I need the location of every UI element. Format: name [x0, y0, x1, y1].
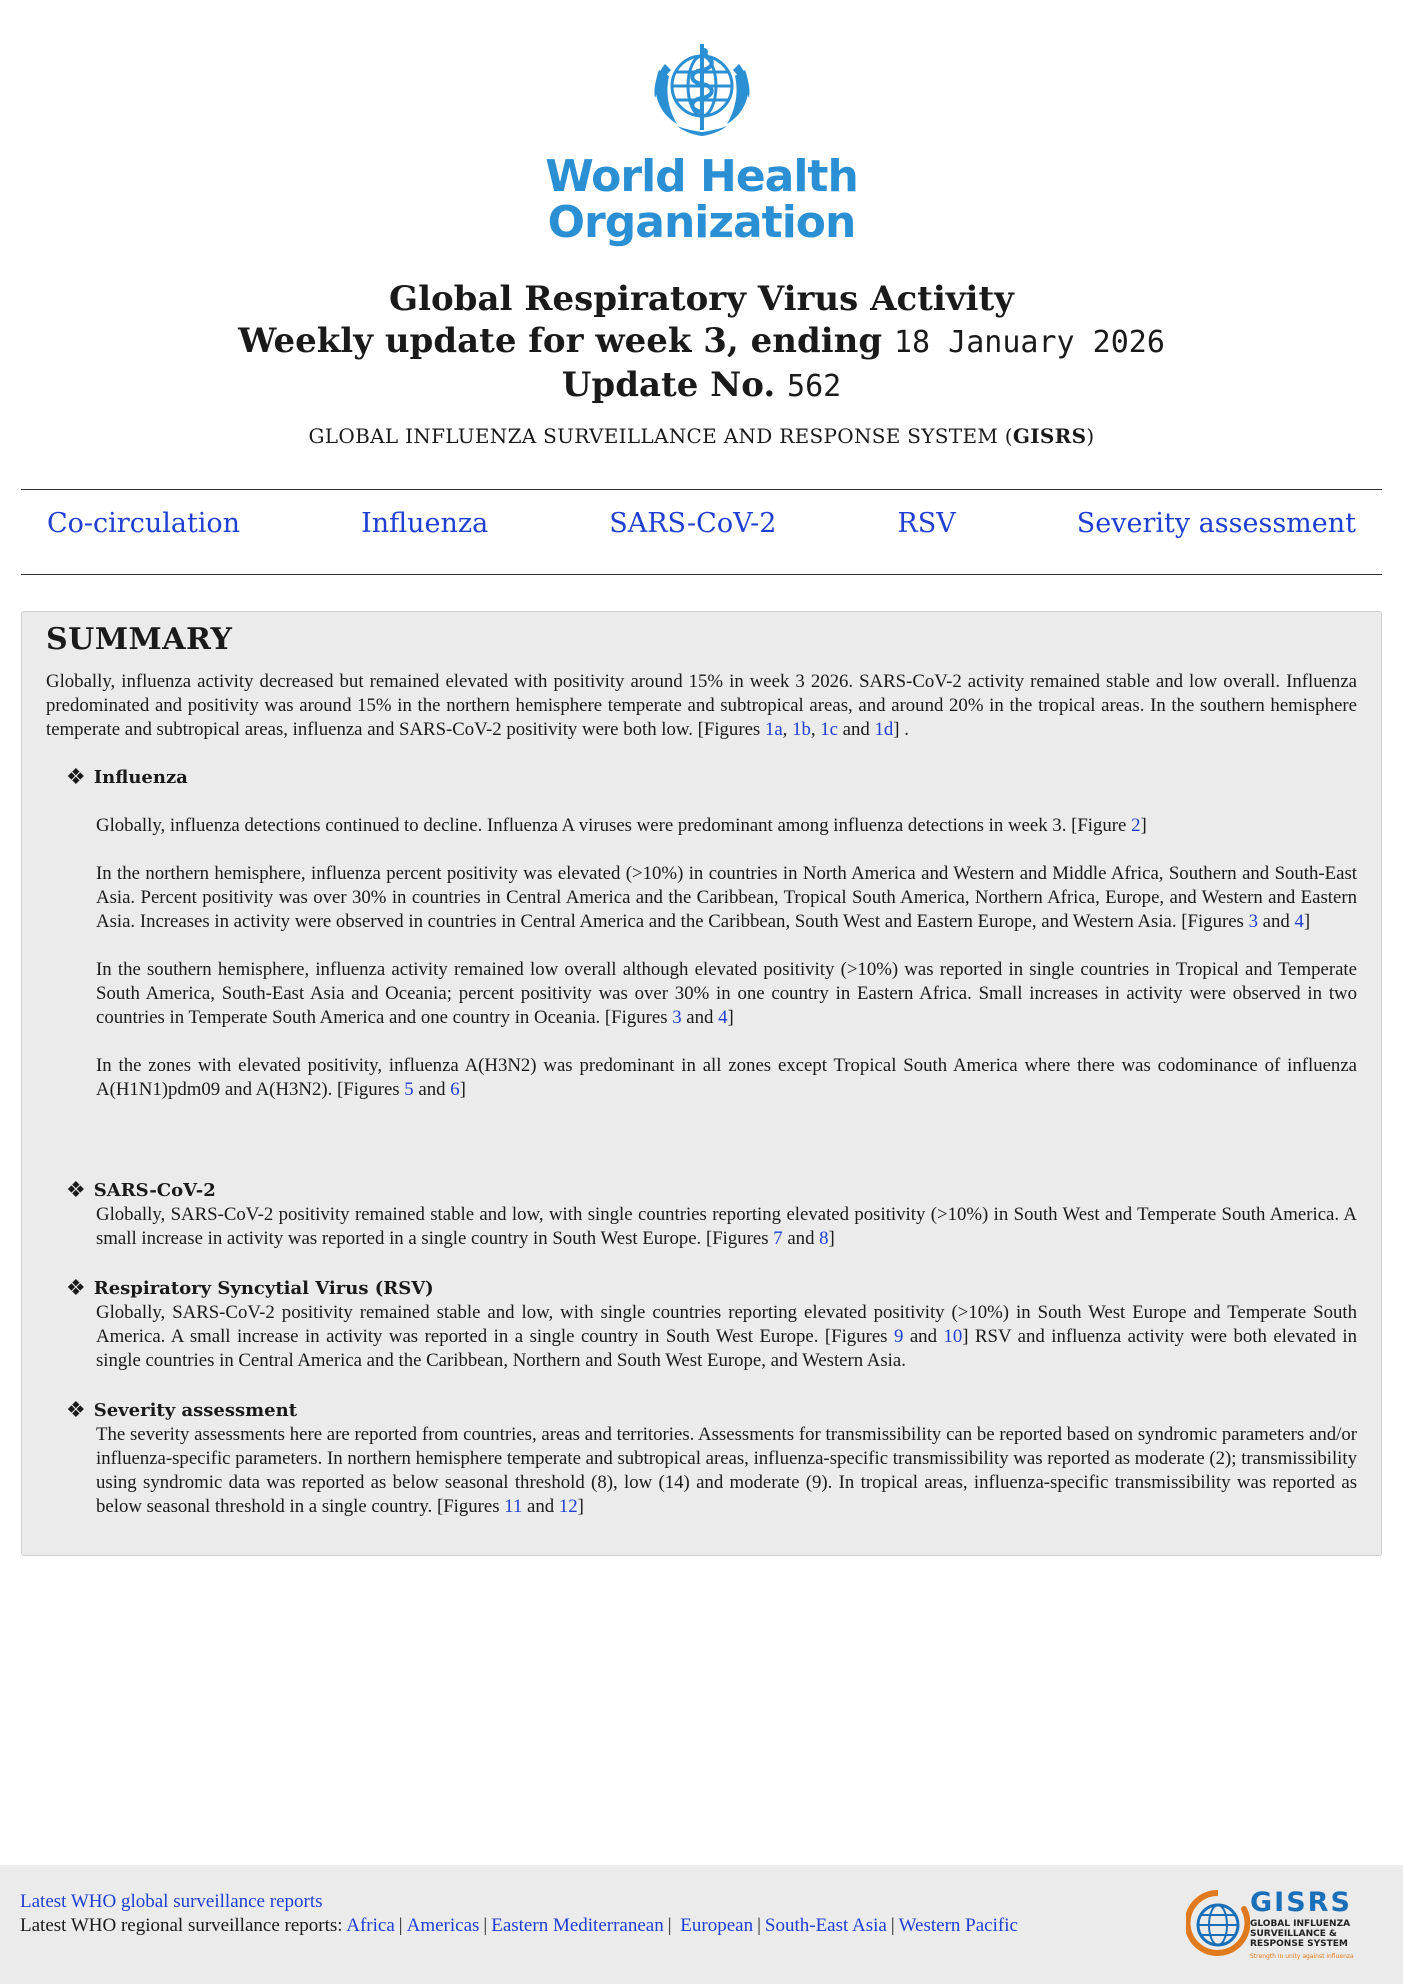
severity-section — [66, 1399, 1357, 1519]
intro-sep: , — [782, 719, 793, 740]
section-nav — [21, 508, 1382, 539]
update-prefix: Update No. — [561, 365, 776, 405]
report-subtitle — [0, 320, 1403, 364]
region-link-eastern-mediterranean[interactable]: Eastern Mediterranean — [491, 1915, 664, 1936]
rsv-text: Globally, SARS-CoV-2 positivity remained stable and low, with single countries reporting elevated positivity (>10%) in South West Europe and Temperate South America. A small increase in activity was reported in a single country in South West Europe. [Figures — [96, 1302, 1357, 1347]
summary-intro — [46, 670, 1357, 742]
sars-heading-text: SARS-CoV-2 — [93, 1180, 216, 1201]
bracket-close: ] — [577, 1496, 584, 1517]
bracket-close: ] — [1303, 911, 1311, 932]
severity-body — [96, 1423, 1357, 1519]
region-link-africa[interactable]: Africa — [346, 1915, 395, 1936]
gisrs-globe-icon — [1186, 1879, 1250, 1971]
figure-link-1b[interactable]: 1b — [792, 719, 811, 740]
bracket-close: ] — [1140, 815, 1147, 836]
gisrs-line3: RESPONSE SYSTEM — [1250, 1939, 1348, 1949]
figure-link-12[interactable]: 12 — [558, 1496, 578, 1517]
nav-link-co-circulation[interactable]: Co-circulation — [47, 508, 241, 539]
figure-link-1a[interactable]: 1a — [764, 719, 783, 740]
nav-top-divider — [21, 489, 1382, 490]
influenza-paragraph — [96, 814, 1357, 838]
figure-link-8[interactable]: 8 — [819, 1228, 829, 1249]
nav-link-rsv[interactable]: RSV — [897, 508, 956, 539]
system-abbr: GISRS — [1012, 424, 1087, 448]
figure-link-5[interactable]: 5 — [404, 1079, 414, 1100]
who-logo — [0, 40, 1403, 246]
figure-link-3[interactable]: 3 — [1248, 911, 1258, 932]
and-text: and — [522, 1496, 559, 1517]
global-reports-link[interactable]: Latest WHO global surveillance reports — [20, 1891, 323, 1912]
region-link-americas[interactable]: Americas — [406, 1915, 480, 1936]
nav-link-influenza[interactable]: Influenza — [361, 508, 489, 539]
diamond-bullet-icon: ❖ — [66, 1178, 86, 1203]
who-emblem-icon — [647, 40, 757, 142]
region-link-european[interactable]: European — [680, 1915, 754, 1936]
regional-label: Latest WHO regional surveillance reports: — [20, 1915, 343, 1936]
figure-link-9[interactable]: 9 — [893, 1326, 904, 1347]
summary-heading: SUMMARY — [46, 622, 233, 657]
gisrs-line1: GLOBAL INFLUENZA — [1250, 1919, 1351, 1929]
figure-link-4[interactable]: 4 — [1294, 911, 1304, 932]
influenza-p4-text: In the zones with elevated positivity, influenza A(H3N2) was predominant in all zones except Tropical South America where there was codominance of influenza A(H1N1)pdm09 and A(H3N2). [Figures — [96, 1055, 1357, 1100]
update-number-line — [0, 364, 1403, 408]
separator: | — [483, 1915, 488, 1936]
nav-link-severity-assessment[interactable]: Severity assessment — [1076, 508, 1356, 539]
diamond-bullet-icon: ❖ — [66, 1276, 86, 1301]
influenza-p1-text: Globally, influenza detections continued to decline. Influenza A viruses were predominant among influenza detections in week 3. [Figure — [96, 815, 1132, 836]
intro-end: ] . — [893, 719, 909, 740]
footer-regional-line — [20, 1915, 1018, 1937]
severity-text: The severity assessments here are reported from countries, areas and territories. Assessments for transmissibility can be reported based on syndromic parameters and/or influenza-specific parameters. In northern hemisphere temperate and subtropical areas, influenza-specific transmissibility was reported as moderate (2); transmissibility using syndromic data was reported as below seasonal threshold (8), low (14) and moderate (9). In tropical areas, influenza-specific transmissibility was reported as below seasonal threshold in a single country. [Figures — [96, 1424, 1358, 1517]
figure-link-7[interactable]: 7 — [773, 1228, 783, 1249]
summary-box — [21, 611, 1382, 1556]
subtitle-date: 18 January 2026 — [893, 325, 1165, 360]
intro-sep: and — [837, 719, 875, 740]
report-title: Global Respiratory Virus Activity — [389, 279, 1014, 319]
separator: | — [667, 1915, 672, 1936]
influenza-paragraph — [96, 958, 1357, 1030]
diamond-bullet-icon: ❖ — [66, 765, 86, 790]
severity-heading-text: Severity assessment — [93, 1400, 298, 1421]
and-text: and — [782, 1228, 820, 1249]
rsv-heading-text: Respiratory Syncytial Virus (RSV) — [93, 1278, 434, 1299]
who-name-line2: Organization — [547, 197, 856, 248]
influenza-heading — [66, 766, 1357, 790]
region-link-western-pacific[interactable]: Western Pacific — [898, 1915, 1018, 1936]
rsv-body — [96, 1301, 1357, 1373]
bracket-close: ] — [727, 1007, 734, 1028]
gisrs-fullname — [1250, 1919, 1360, 1949]
influenza-p3-text: In the southern hemisphere, influenza activity remained low overall although elevated positivity (>10%) was reported in single countries in Tropical and Temperate South America, South-East Asia and Oceania; percent positivity was over 30% in one country in Eastern Africa. Small increases in activity were observed in two countries in Temperate South America and one country in Oceania. [Figures — [96, 959, 1357, 1028]
system-prefix: GLOBAL INFLUENZA SURVEILLANCE AND RESPONSE SYSTEM ( — [308, 424, 1013, 448]
sars-heading — [66, 1179, 1357, 1203]
separator: | — [757, 1915, 761, 1936]
footer — [0, 1865, 1403, 1984]
influenza-heading-text: Influenza — [93, 767, 188, 788]
and-text: and — [903, 1326, 944, 1347]
figure-link-1c[interactable]: 1c — [820, 719, 838, 740]
who-name-line1: World Health — [545, 151, 858, 202]
system-name — [0, 424, 1403, 448]
rsv-end-text: ] RSV and influenza activity were both elevated in single countries in Central America and the Caribbean, Northern and South West Europe, and Western Asia. — [96, 1326, 1357, 1371]
sars-body — [96, 1203, 1357, 1251]
system-suffix: ) — [1086, 424, 1095, 448]
figure-link-2[interactable]: 2 — [1131, 815, 1141, 836]
influenza-p2-text: In the northern hemisphere, influenza percent positivity was elevated (>10%) in countries in North America and Western and Middle Africa, Southern and South-East Asia. Percent positivity was over 30% in countries in Central America and the Caribbean, Tropical South America, Northern Africa, Europe, and Western and Eastern Asia. Increases in activity were observed in countries in Central America and the Caribbean, South West and Eastern Europe, and Western Asia. [Figures — [96, 863, 1357, 932]
influenza-paragraph — [96, 862, 1357, 934]
separator: | — [890, 1915, 895, 1936]
figure-link-1d[interactable]: 1d — [874, 719, 894, 740]
region-link-south-east-asia[interactable]: South-East Asia — [764, 1915, 887, 1936]
gisrs-tagline: Strength in unity against influenza — [1250, 1953, 1354, 1960]
footer-global-line — [20, 1891, 323, 1913]
intro-text: Globally, influenza activity decreased but remained elevated with positivity around 15% in week 3 2026. SARS-CoV-2 activity remained stable and low overall. Influenza predominated and positivity was around 15% in the northern hemisphere temperate and subtropical areas, and around 20% in the tropical areas. In the southern hemisphere temperate and subtropical areas, influenza and SARS-CoV-2 positivity were both low. [Figures — [46, 671, 1357, 740]
update-number: 562 — [787, 369, 842, 404]
nav-link-sars-cov-2[interactable]: SARS-CoV-2 — [609, 508, 777, 539]
nav-bottom-divider — [21, 574, 1382, 575]
figure-link-10[interactable]: 10 — [943, 1326, 963, 1347]
bracket-close: ] — [828, 1228, 835, 1249]
and-text: and — [413, 1079, 451, 1100]
sars-cov-2-section — [66, 1179, 1357, 1251]
bracket-close: ] — [459, 1079, 466, 1100]
rsv-heading — [66, 1277, 1357, 1301]
figure-link-11[interactable]: 11 — [504, 1496, 523, 1517]
rsv-section — [66, 1277, 1357, 1373]
figure-link-6[interactable]: 6 — [450, 1079, 460, 1100]
figure-link-3[interactable]: 3 — [672, 1007, 682, 1028]
diamond-bullet-icon: ❖ — [66, 1398, 86, 1423]
report-title-block — [0, 278, 1403, 448]
and-text: and — [681, 1007, 719, 1028]
subtitle-prefix: Weekly update for week 3, ending — [238, 321, 883, 361]
severity-heading — [66, 1399, 1357, 1423]
influenza-section — [66, 766, 1357, 1126]
and-text: and — [1257, 911, 1295, 932]
gisrs-logo — [1186, 1879, 1356, 1971]
separator: | — [398, 1915, 403, 1936]
intro-sep: , — [810, 719, 821, 740]
influenza-paragraph — [96, 1054, 1357, 1102]
gisrs-line2: SURVEILLANCE & — [1250, 1929, 1337, 1939]
influenza-body — [96, 814, 1357, 1102]
sars-text: Globally, SARS-CoV-2 positivity remained stable and low, with single countries reporting elevated positivity (>10%) in South West and Temperate South America. A small increase in activity was reported in a single country in South West Europe. [Figures — [96, 1204, 1357, 1249]
figure-link-4[interactable]: 4 — [718, 1007, 728, 1028]
gisrs-wordmark: GISRS — [1250, 1887, 1352, 1918]
